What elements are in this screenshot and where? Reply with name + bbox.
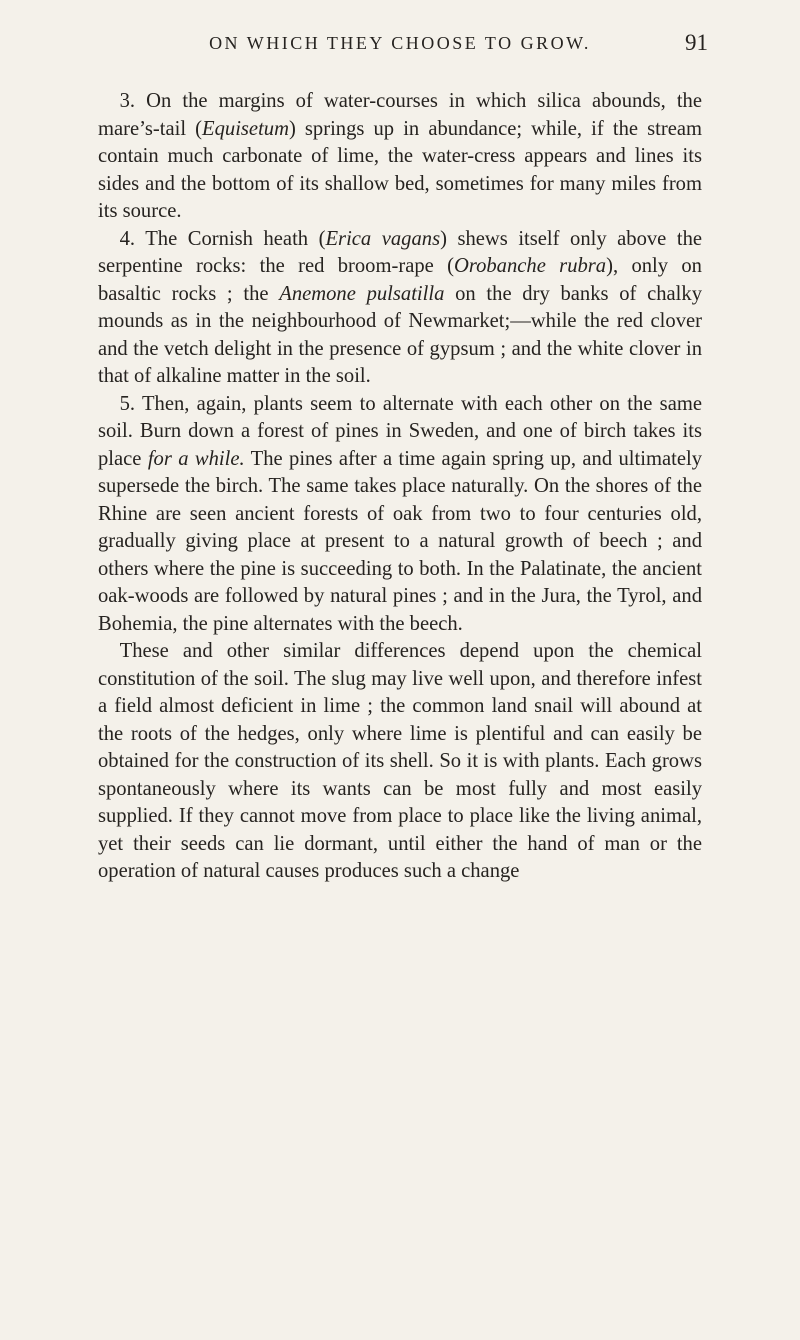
- body-text: [98, 88, 702, 886]
- running-head: [100, 30, 708, 58]
- emphasis-for-a-while: for a while.: [147, 447, 245, 470]
- paragraph-5: 5. Then, again, plants seem to alternate with each other on the same soil. Burn down a forest of pines in Sweden, and one of birch takes its place for a while. The pines after a time again spring up, and ultimately supersede the birch. The same takes place naturally. On the shores of the Rhine are seen ancient forests of oak from two to four centuries old, gradually giving place at present to a natural growth of beech ; and others where the pine is succeeding to both. In the Palatinate, the ancient oak-woods are followed by natural pines ; and in the Jura, the Tyrol, and Bohemia, the pine alternates with the beech.: [98, 392, 702, 635]
- paragraph-6: These and other similar differences depend upon the chemical constitution of the soil. The slug may live well upon, and therefore infest a field almost deficient in lime ; the common land snail will abound at the roots of the hedges, only where lime is plentiful and can easily be obtained for the construction of its shell. So it is with plants. Each grows spontaneously where its wants can be most fully and most easily supplied. If they cannot move from place to place like the living animal, yet their seeds can lie dormant, until either the hand of man or the operation of natural causes produces such a change: [98, 640, 702, 882]
- page-number: 91: [685, 30, 708, 55]
- running-title: ON WHICH THEY CHOOSE TO GROW.: [209, 33, 591, 53]
- paragraph-4: 4. The Cornish heath (Erica vagans) shews itself only above the serpentine rocks: the red broom-rape (Orobanche rubra), only on basaltic rocks ; the Anemone pulsatilla on the dry banks of chalky mounds as in the neighbourhood of Newmarket;—while the red clover and the vetch delight in the presence of gypsum ; and the white clover in that of alkaline matter in the soil.: [98, 227, 703, 387]
- latin-name-erica-vagans: Erica vagans: [325, 227, 441, 250]
- latin-name-equisetum: Equisetum: [202, 117, 289, 140]
- paragraph-3: 3. On the margins of water-courses in which silica abounds, the mare’s-tail (Equisetum) springs up in abundance; while, if the stream contain much carbonate of lime, the water-cress appears and lines its sides and the bottom of its shallow bed, sometimes for many miles from its source.: [98, 90, 702, 222]
- latin-name-orobanche-rubra: Orobanche rubra: [453, 255, 607, 277]
- latin-name-anemone-pulsatilla: Anemone pulsatilla: [279, 282, 445, 305]
